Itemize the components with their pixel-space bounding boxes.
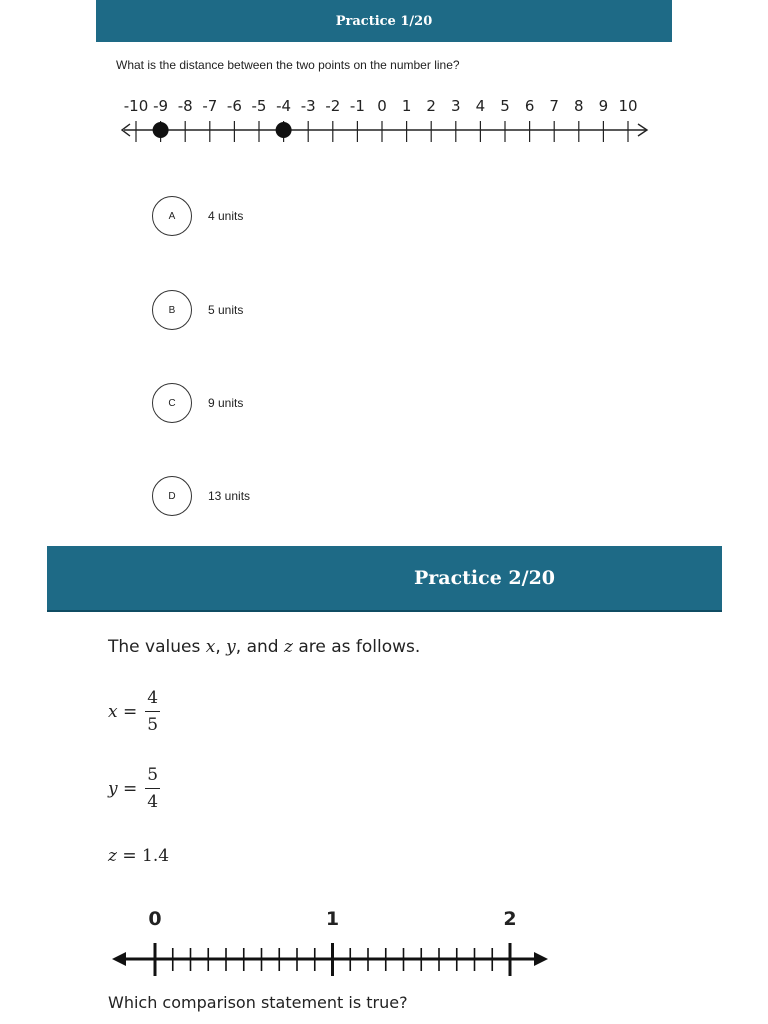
number-line-1-label: -7	[202, 97, 218, 115]
option-a-text: 4 units	[208, 209, 244, 223]
x-fraction	[145, 687, 160, 736]
x-var: x	[108, 701, 118, 722]
y-var: y	[108, 778, 118, 799]
y-numerator: 5	[145, 764, 160, 789]
intro-suffix: are as follows.	[298, 637, 421, 657]
var-z: z	[283, 637, 293, 657]
number-line-1	[0, 0, 768, 160]
left-arrow-icon	[112, 952, 126, 966]
number-line-1-label: 1	[401, 97, 412, 115]
option-b[interactable]	[152, 290, 243, 330]
x-numerator: 4	[145, 687, 160, 712]
option-a-circle[interactable]: A	[152, 196, 192, 236]
number-line-2-label: 0	[148, 908, 162, 930]
y-denominator: 4	[147, 792, 159, 812]
practice-1-question: What is the distance between the two points on the number line?	[116, 58, 460, 72]
number-line-1-label: -8	[177, 97, 193, 115]
number-line-1-point	[153, 122, 169, 138]
number-line-1-label: 10	[618, 97, 638, 115]
number-line-1-point	[276, 122, 292, 138]
option-c-text: 9 units	[208, 396, 244, 410]
number-line-1-label: -3	[300, 97, 316, 115]
number-line-1-label: -10	[123, 97, 149, 115]
number-line-1-label: 2	[426, 97, 436, 115]
z-equation: z = 1.4	[108, 846, 170, 866]
number-line-1-label: 8	[574, 97, 584, 115]
option-c[interactable]	[152, 383, 243, 423]
option-d[interactable]	[152, 476, 250, 516]
intro-prefix: The values	[108, 637, 201, 657]
number-line-1-label: -1	[349, 97, 365, 115]
number-line-1-label: 9	[598, 97, 609, 115]
number-line-2-label: 2	[503, 908, 517, 930]
right-arrow-icon	[534, 952, 548, 966]
option-a[interactable]	[152, 196, 243, 236]
intro-and: and	[246, 637, 279, 657]
number-line-1-label: 0	[377, 97, 387, 115]
number-line-1-label: 4	[475, 97, 486, 115]
option-d-circle[interactable]: D	[152, 476, 192, 516]
x-equation: x = $\frac{4}{5}$	[108, 688, 159, 735]
y-equation: y = $\frac{5}{4}$	[108, 765, 159, 812]
z-var: z	[108, 846, 117, 866]
number-line-1-label: -4	[276, 97, 292, 115]
number-line-1-label: 6	[524, 97, 535, 115]
y-fraction	[145, 764, 160, 813]
practice-1-title: Practice 1/20	[335, 13, 433, 29]
number-line-2	[0, 890, 768, 990]
z-value: 1.4	[142, 846, 170, 866]
option-b-text: 5 units	[208, 303, 244, 317]
number-line-1-label: -2	[325, 97, 341, 115]
option-d-text: 13 units	[208, 489, 251, 503]
x-denominator: 5	[147, 715, 159, 735]
number-line-1-label: 5	[500, 97, 510, 115]
practice-2-header	[47, 546, 722, 612]
practice-2-intro: The values x, y, and z are as follows.	[108, 637, 421, 657]
option-c-circle[interactable]: C	[152, 383, 192, 423]
var-x: x	[205, 637, 216, 657]
number-line-1-label: 3	[451, 97, 461, 115]
var-y: y	[226, 637, 236, 657]
practice-2-title: Practice 2/20	[413, 567, 556, 589]
number-line-2-label: 1	[325, 908, 340, 930]
option-b-circle[interactable]: B	[152, 290, 192, 330]
number-line-1-label: -5	[251, 97, 267, 115]
number-line-1-label: -6	[226, 97, 242, 115]
practice-2-question: Which comparison statement is true?	[108, 993, 408, 1012]
number-line-1-label: 7	[549, 97, 559, 115]
number-line-1-label: -9	[153, 97, 169, 115]
